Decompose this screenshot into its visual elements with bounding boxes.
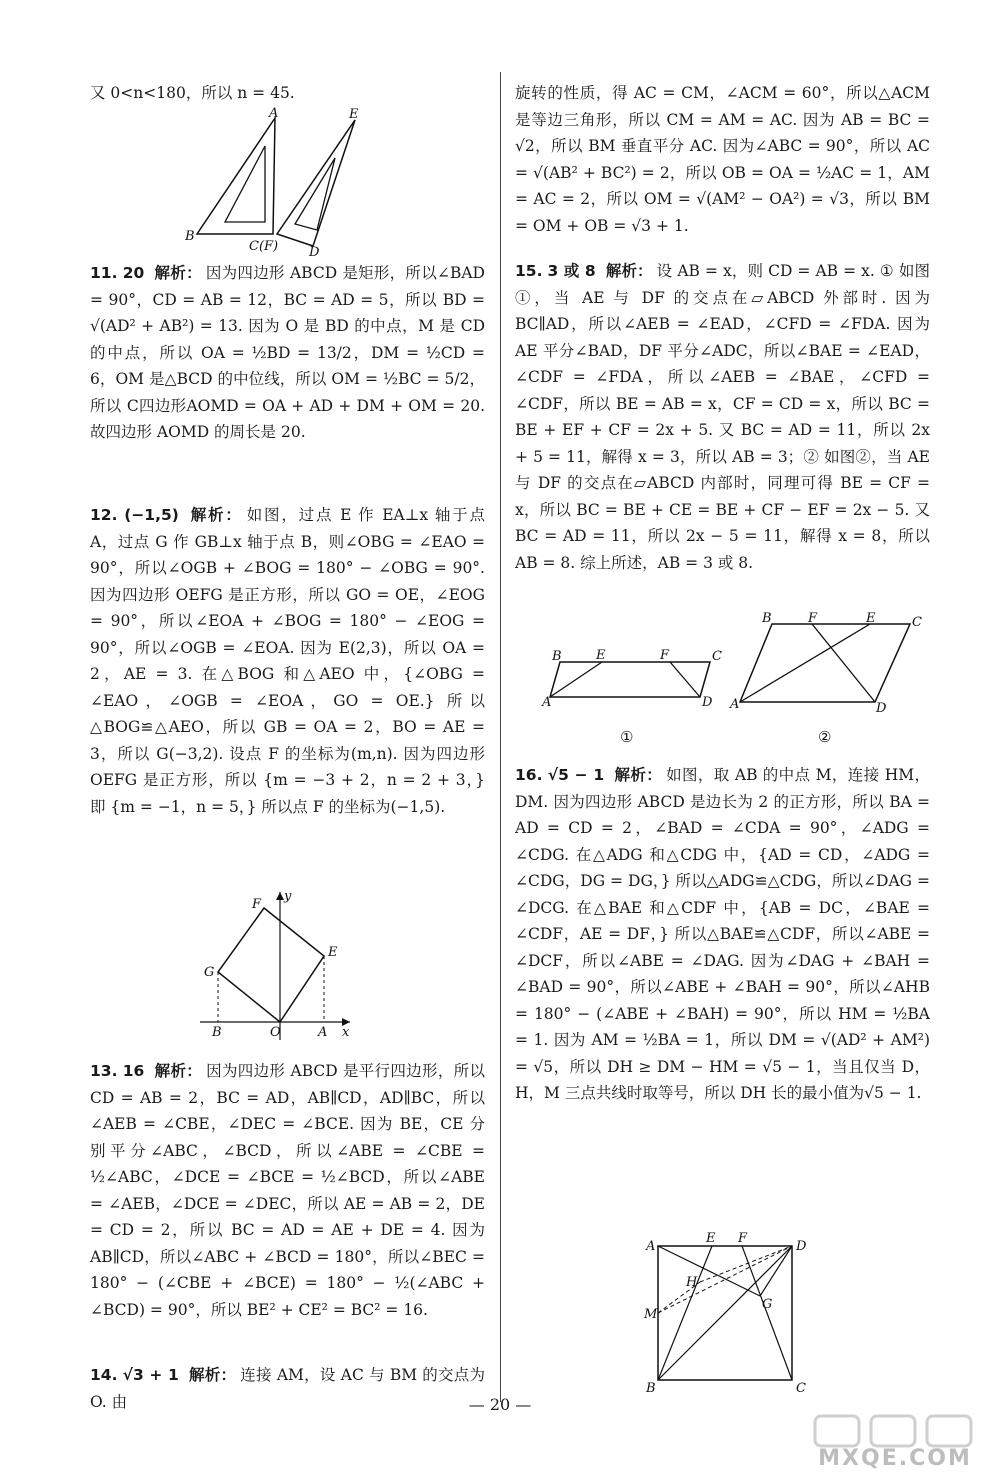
- f2-label-C: C: [912, 615, 922, 630]
- label-y: y: [284, 890, 292, 904]
- label-O: O: [270, 1025, 281, 1040]
- f2-label-F: F: [808, 612, 818, 626]
- label-A: A: [646, 1239, 656, 1254]
- figure-triangles: [185, 106, 375, 256]
- figure-square-ABCD: [640, 1230, 820, 1400]
- f2-label-B: B: [762, 612, 772, 626]
- label-G: G: [204, 965, 215, 980]
- label-M: M: [644, 1307, 658, 1322]
- f1-label-E: E: [596, 648, 606, 663]
- f1-label-C: C: [712, 649, 722, 664]
- f1-label-F: F: [660, 648, 670, 663]
- fig-caption-1: ①: [620, 728, 634, 746]
- problem-15: 15. 3 或 8 解析： 设 AB = x，则 CD = AB = x. ① 如图①，当 AE 与 DF 的交点在▱ABCD 外部时. 因为 BC∥AD，所以∠AEB = ∠EAD，∠CFD = ∠FDA. 因为 AE 平分∠BAD，DF 平分∠ADC，所以∠BAE = ∠EAD，∠CDF = ∠FDA，所以∠AEB = ∠BAE，∠CFD = ∠CDF，所以 BE = AB = x，CF = CD = x，所以 BC = BE + EF + CF = 2x + 5. 又 BC = AD = 11，所以 2x + 5 = 11，解得 x = 3，所以 AB = 3；② 如图②，当 AE 与 DF 的交点在▱ABCD 内部时，同理可得 BE = CF = x，所以 BC = BE + CE = BE + CF − EF = 2x − 5. 又 BC = AD = 11，所以 2x − 5 = 11，解得 x = 8，所以 AB = 8. 综上所述，AB = 3 或 8.: [515, 262, 930, 572]
- intro-line: 又 0<n<180，所以 n = 45.: [90, 84, 295, 102]
- label-F: F: [738, 1231, 748, 1246]
- label-C: C: [796, 1381, 806, 1396]
- f1-label-D: D: [702, 695, 713, 710]
- label-E: E: [349, 107, 359, 122]
- label-B: B: [212, 1025, 222, 1040]
- f2-label-E: E: [866, 612, 876, 626]
- label-A: A: [318, 1025, 328, 1040]
- label-CF: C(F): [249, 239, 279, 254]
- label-x: x: [342, 1025, 350, 1040]
- problem-14: 14. √3 + 1 解析： 连接 AM，设 AC 与 BM 的交点为 O. 由: [90, 1366, 485, 1411]
- page-number: — 20 —: [468, 1395, 532, 1414]
- label-E: E: [706, 1231, 716, 1246]
- label-G: G: [762, 1297, 773, 1312]
- label-H: H: [686, 1275, 698, 1290]
- column-divider: [500, 72, 501, 1402]
- problem-14-continued: 旋转的性质，得 AC = CM，∠ACM = 60°，所以△ACM 是等边三角形，所以 CM = AM = AC. 因为 AB = BC = √2，所以 BM 垂直平分 AC. 因为∠ABC = 90°，所以 AC = √(AB² + BC²) = 2，所以 OB = OA = ½AC = 1，AM = AC = 2，所以 OM = √(AM² − OA²) = √3，所以 BM = OM + OB = √3 + 1.: [515, 84, 930, 235]
- problem-16: 16. √5 − 1 解析： 如图，取 AB 的中点 M，连接 HM，DM. 因为四边形 ABCD 是边长为 2 的正方形，所以 BA = AD = CD = 2，∠BAD = ∠CDA = 90°，∠ADG = ∠CDG. 在△ADG 和△CDG 中，{AD = CD，∠ADG = ∠CDG，DG = DG，} 所以△ADG≌△CDG，所以∠DAG = ∠DCG. 在△BAE 和△CDF 中，{AB = DC，∠BAE = ∠CDF，AE = DF，} 所以△BAE≌△CDF，所以∠ABE = ∠DCF，所以∠ABE = ∠DAG. 因为∠DAG + ∠BAH = ∠BAD = 90°，所以∠ABE + ∠BAH = 90°，所以∠AHB = 180° − (∠ABE + ∠BAH) = 90°，所以 HM = ½BA = 1. 因为 AM = ½BA = 1，所以 DM = √(AD² + AM²) = √5，所以 DH ≥ DM − HM = √5 − 1，当且仅当 D，H，M 三点共线时取等号，所以 DH 长的最小值为√5 − 1.: [515, 766, 930, 1102]
- label-F: F: [252, 897, 262, 912]
- label-D: D: [309, 245, 320, 256]
- label-A: A: [269, 106, 279, 121]
- problem-11: 11. 20 解析： 因为四边形 ABCD 是矩形，所以∠BAD = 90°，CD = AB = 12，BC = AD = 5，所以 BD = √(AD² + AB²) = 13. 因为 O 是 BD 的中点，M 是 CD 的中点，所以 OA = ½BD = 13/2，DM = ½CD = 6，OM 是△BCD 的中位线，所以 OM = ½BC = 5/2，所以 C四边形AOMD = OA + AD + DM + OM = 20. 故四边形 AOMD 的周长是 20.: [90, 264, 485, 441]
- fig-caption-2: ②: [818, 728, 832, 746]
- watermark-text: MXQE.COM: [818, 1446, 972, 1471]
- label-D: D: [796, 1239, 807, 1254]
- label-E: E: [328, 945, 338, 960]
- f1-label-B: B: [552, 649, 562, 664]
- f1-label-A: A: [542, 695, 552, 710]
- f2-label-D: D: [876, 701, 887, 716]
- figure-coordinate-square: [200, 890, 360, 1040]
- figure-parallelograms: [540, 612, 935, 752]
- f2-label-A: A: [730, 697, 740, 712]
- label-B: B: [185, 229, 195, 244]
- problem-12: 12. (−1,5) 解析： 如图，过点 E 作 EA⊥x 轴于点 A，过点 G 作 GB⊥x 轴于点 B，则∠OBG = ∠EAO = 90°，所以∠OGB + ∠BOG = 180° − ∠OBG = 90°. 因为四边形 OEFG 是正方形，所以 GO = OE，∠EOG = 90°，所以∠EOA + ∠BOG = 180° − ∠EOG = 90°，所以∠OGB = ∠EOA. 因为 E(2,3)，所以 OA = 2，AE = 3. 在△BOG 和△AEO 中，{∠OBG = ∠EAO，∠OGB = ∠EOA，GO = OE.} 所以△BOG≌△AEO，所以 GB = OA = 2，BO = AE = 3，所以 G(−3,2). 设点 F 的坐标为(m,n). 因为四边形 OEFG 是正方形，所以 {m = −3 + 2，n = 2 + 3，} 即 {m = −1，n = 5，} 所以点 F 的坐标为(−1,5).: [90, 506, 485, 816]
- label-B: B: [646, 1381, 656, 1396]
- problem-13: 13. 16 解析： 因为四边形 ABCD 是平行四边形，所以 CD = AB = 2，BC = AD，AB∥CD，AD∥BC，所以∠AEB = ∠CBE，∠DEC = ∠BCE. 因为 BE，CE 分别平分∠ABC，∠BCD，所以∠ABE = ∠CBE = ½∠ABC，∠DCE = ∠BCE = ½∠BCD，所以∠ABE = ∠AEB，∠DCE = ∠DEC，所以 AE = AB = 2，DE = CD = 2，所以 BC = AD = AE + DE = 4. 因为 AB∥CD，所以∠ABC + ∠BCD = 180°，所以∠BEC = 180° − (∠CBE + ∠BCE) = 180° − ½(∠ABC + ∠BCD) = 90°，所以 BE² + CE² = BC² = 16.: [90, 1062, 486, 1319]
